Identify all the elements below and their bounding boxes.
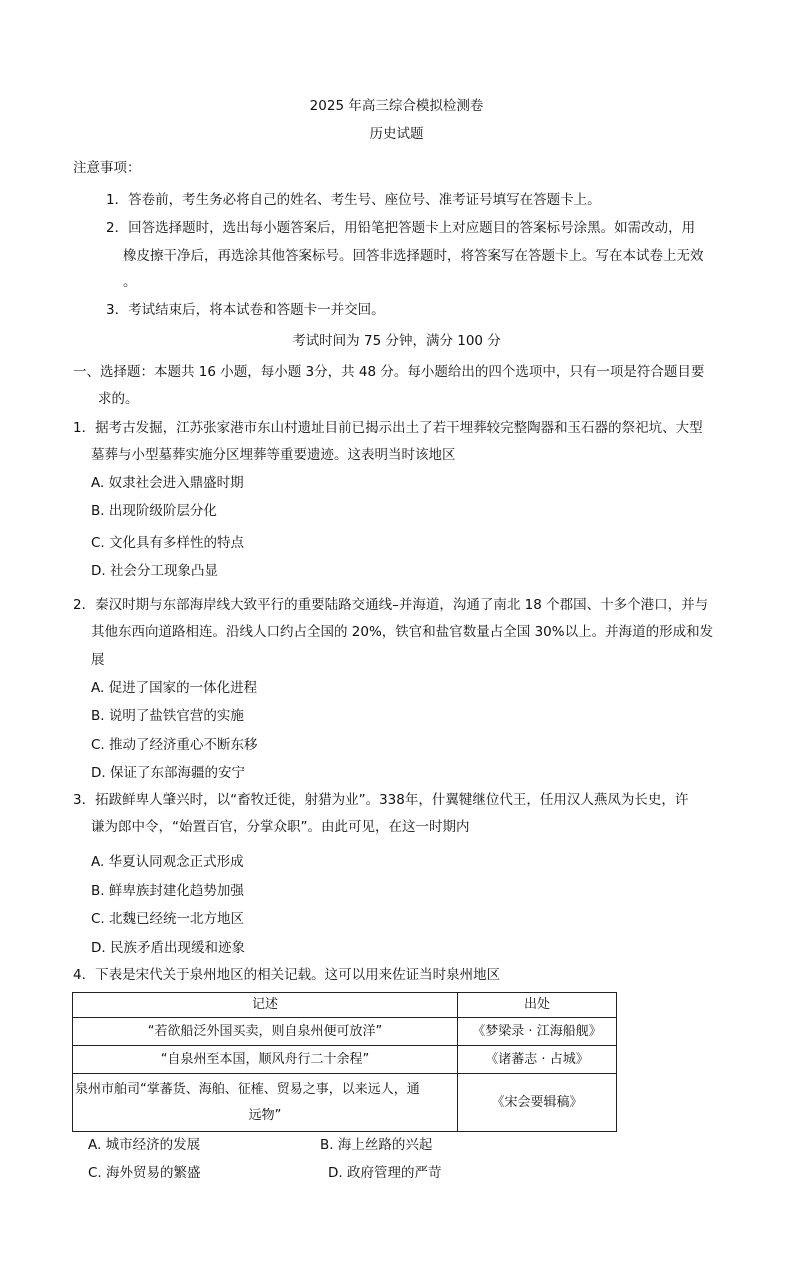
- table-cell-record-line-1: 泉州市舶司“掌蕃货、海舶、征榷、贸易之事，以来远人，通: [75, 1081, 420, 1097]
- question-4-option-a[interactable]: A. 城市经济的发展: [88, 1137, 201, 1153]
- source-table: [72, 992, 617, 1132]
- notice-item-1: 1．答卷前，考生务必将自己的姓名、考生号、座位号、准考证号填写在答题卡上。: [106, 192, 601, 208]
- question-2-stem-line-3: 展: [91, 652, 105, 668]
- table-header-row: [73, 993, 617, 1018]
- question-1-option-a[interactable]: A. 奴隶社会进入鼎盛时期: [91, 475, 244, 491]
- question-2-option-c[interactable]: C. 推动了经济重心不断东移: [91, 737, 258, 753]
- notice-item-2-line-1: 2．回答选择题时，选出每小题答案后，用铅笔把答题卡上对应题目的答案标号涂黑。如需改动，用: [106, 220, 696, 236]
- question-2-stem-line-1: 2．秦汉时期与东部海岸线大致平行的重要陆路交通线–并海道，沟通了南北 18 个郡国、十多个港口，并与: [73, 597, 709, 613]
- question-3-stem-line-1: 3．拓跋鲜卑人肇兴时，以“畜牧迁徙，射猎为业”。338年，什翼犍继位代王，任用汉人燕凤为长史，许: [73, 792, 689, 808]
- table-cell-record: [73, 1074, 458, 1132]
- question-4-stem: 4．下表是宋代关于泉州地区的相关记载。这可以用来佐证当时泉州地区: [73, 967, 501, 983]
- question-2-stem-line-2: 其他东西向道路相连。沿线人口约占全国的 20%，铁官和盐官数量占全国 30%以上。并海道的形成和发: [91, 624, 714, 640]
- table-row: [73, 1018, 617, 1046]
- exam-title: 2025 年高三综合模拟检测卷: [309, 98, 484, 114]
- question-3-option-a[interactable]: A. 华夏认同观念正式形成: [91, 854, 244, 870]
- question-4-option-b[interactable]: B. 海上丝路的兴起: [320, 1137, 433, 1153]
- question-4-option-c[interactable]: C. 海外贸易的繁盛: [88, 1165, 201, 1181]
- question-3-option-d[interactable]: D. 民族矛盾出现缓和迹象: [91, 940, 245, 956]
- question-3-stem-line-2: 谦为郎中令，“始置百官，分掌众职”。由此可见，在这一时期内: [91, 819, 470, 835]
- question-1-stem-line-1: 1．据考古发掘，江苏张家港市东山村遗址目前已揭示出土了若干埋葬较完整陶器和玉石器的祭祀坑、大型: [73, 420, 703, 436]
- table-cell-source: 《诸蕃志 · 占城》: [458, 1046, 617, 1074]
- table-cell-record: “若欲船泛外国买卖，则自泉州便可放洋”: [73, 1018, 458, 1046]
- question-4-option-d[interactable]: D. 政府管理的严苛: [328, 1165, 442, 1181]
- question-3-option-b[interactable]: B. 鲜卑族封建化趋势加强: [91, 883, 244, 899]
- notice-item-2-line-2: 橡皮擦干净后，再选涂其他答案标号。回答非选择题时，将答案写在答题卡上。写在本试卷上无效: [123, 248, 704, 264]
- table-cell-record-line-2: 远物”: [248, 1107, 282, 1123]
- question-1-option-b[interactable]: B. 出现阶级阶层分化: [91, 503, 217, 519]
- question-1-option-c[interactable]: C. 文化具有多样性的特点: [91, 535, 245, 551]
- section-heading-line-2: 求的。: [98, 391, 139, 407]
- question-3-option-c[interactable]: C. 北魏已经统一北方地区: [91, 911, 245, 927]
- table-row: [73, 1074, 617, 1132]
- question-1-stem-line-2: 墓葬与小型墓葬实施分区埋葬等重要遗迹。这表明当时该地区: [91, 447, 456, 463]
- question-2-option-a[interactable]: A. 促进了国家的一体化进程: [91, 680, 258, 696]
- question-2-option-b[interactable]: B. 说明了盐铁官营的实施: [91, 708, 244, 724]
- section-heading-line-1: 一、选择题：本题共 16 小题，每小题 3分，共 48 分。每小题给出的四个选项中，只有一项是符合题目要: [73, 364, 705, 380]
- table-cell-source: 《梦梁录 · 江海船舰》: [458, 1018, 617, 1046]
- notice-heading: 注意事项：: [73, 160, 141, 176]
- table-row: [73, 1046, 617, 1074]
- table-cell-record: “自泉州至本国，顺风舟行二十余程”: [73, 1046, 458, 1074]
- notice-item-2-line-3: 。: [123, 274, 137, 290]
- notice-item-3: 3．考试结束后，将本试卷和答题卡一并交回。: [106, 302, 385, 318]
- exam-time: 考试时间为 75 分钟，满分 100 分: [292, 333, 501, 349]
- exam-subtitle: 历史试题: [369, 126, 424, 142]
- table-cell-source: 《宋会要辑稿》: [458, 1074, 617, 1132]
- table-header-source: 出处: [458, 993, 617, 1018]
- question-1-option-d[interactable]: D. 社会分工现象凸显: [91, 563, 218, 579]
- table-header-record: 记述: [73, 993, 458, 1018]
- question-2-option-d[interactable]: D. 保证了东部海疆的安宁: [91, 765, 245, 781]
